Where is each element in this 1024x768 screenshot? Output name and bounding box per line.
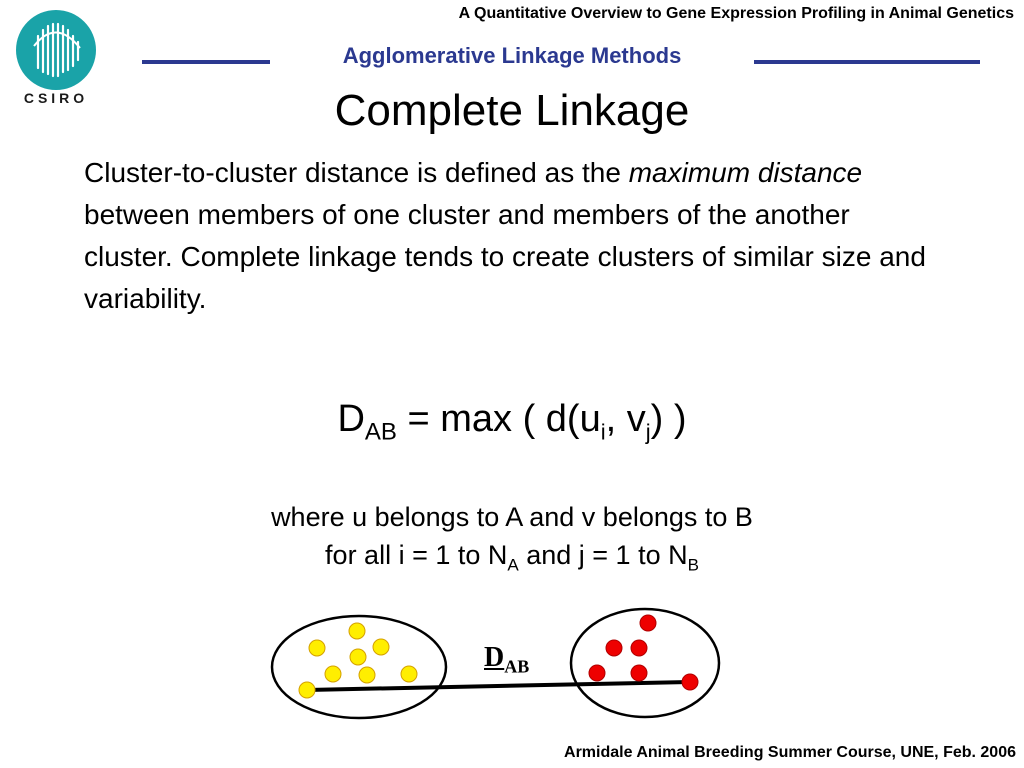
formula-d-subscript: AB bbox=[364, 418, 397, 446]
cluster-b-point bbox=[682, 674, 698, 690]
definition-emphasis: maximum distance bbox=[628, 157, 863, 188]
formula-u-subscript: i bbox=[600, 419, 606, 445]
formula-max: = max ( d(u bbox=[396, 398, 601, 440]
course-title: A Quantitative Overview to Gene Expression Profiling in Animal Genetics bbox=[458, 5, 1014, 22]
distance-label-d: D bbox=[484, 642, 505, 673]
slide-title: Complete Linkage bbox=[334, 86, 690, 135]
section-rule-right bbox=[754, 60, 980, 64]
definition-paragraph bbox=[84, 152, 944, 320]
section-title: Agglomerative Linkage Methods bbox=[342, 43, 682, 68]
formula-comma: , v bbox=[605, 398, 646, 440]
cluster-a-point bbox=[299, 682, 315, 698]
formula-close: ) ) bbox=[650, 398, 687, 440]
cluster-a-point bbox=[325, 666, 341, 682]
explanation-line-1: where u belongs to A and v belongs to B bbox=[271, 502, 753, 532]
complete-linkage-formula bbox=[0, 398, 1024, 447]
cluster-b-point bbox=[606, 640, 622, 656]
footer-text: Armidale Animal Breeding Summer Course, UNE, Feb. 2006 bbox=[564, 744, 1016, 761]
cluster-b-point bbox=[640, 615, 656, 631]
distance-label bbox=[484, 642, 529, 678]
distance-label-subscript: AB bbox=[504, 656, 530, 677]
explanation-sub-b: B bbox=[687, 555, 699, 575]
cluster-b-points bbox=[589, 615, 698, 690]
explanation-text-a: for all i = 1 to N bbox=[325, 540, 508, 570]
logo-text: CSIRO bbox=[23, 90, 89, 106]
cluster-b-point bbox=[631, 665, 647, 681]
distance-line bbox=[307, 682, 690, 690]
cluster-a-point bbox=[349, 623, 365, 639]
explanation-text-b: and j = 1 to N bbox=[518, 540, 688, 570]
definition-text-start: Cluster-to-cluster distance is defined as the bbox=[84, 157, 629, 188]
cluster-a-point bbox=[373, 639, 389, 655]
formula-d: D bbox=[337, 398, 365, 440]
cluster-a-point bbox=[309, 640, 325, 656]
cluster-a-point bbox=[350, 649, 366, 665]
formula-explanation bbox=[0, 498, 1024, 584]
definition-text-end: between members of one cluster and members of the another cluster. Complete linkage tends to create clusters of similar size and variability. bbox=[84, 199, 926, 314]
cluster-b-point bbox=[589, 665, 605, 681]
cluster-a-point bbox=[359, 667, 375, 683]
explanation-sub-a: A bbox=[507, 555, 519, 575]
explanation-line-2 bbox=[0, 536, 1024, 584]
cluster-b-point bbox=[631, 640, 647, 656]
cluster-a-point bbox=[401, 666, 417, 682]
formula-v-subscript: j bbox=[645, 419, 651, 445]
